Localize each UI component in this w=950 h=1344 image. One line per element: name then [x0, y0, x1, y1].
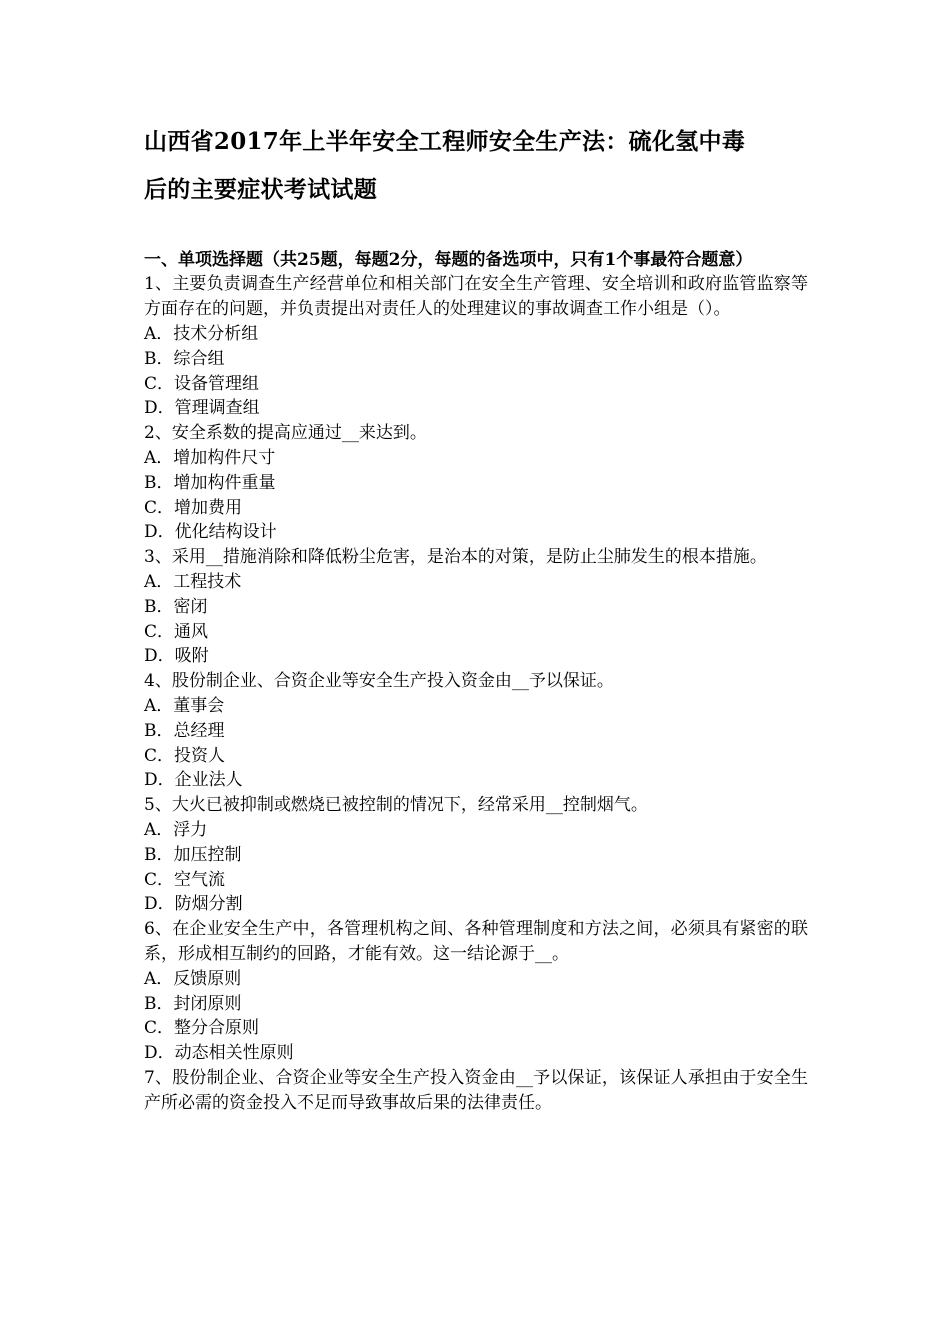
- question-2: [144, 421, 808, 545]
- option-b: B．综合组: [144, 348, 225, 369]
- option-b: B．加压控制: [144, 844, 242, 865]
- option-c: C．空气流: [144, 869, 226, 890]
- option-d: D．防烟分割: [144, 894, 243, 915]
- option-d: D．动态相关性原则: [144, 1043, 294, 1064]
- option-b: B．封闭原则: [144, 993, 242, 1014]
- question-text: 4、股份制企业、合资企业等安全生产投入资金由__予以保证。: [144, 671, 614, 692]
- question-list: [144, 272, 808, 1115]
- page-title: [144, 118, 808, 214]
- title-line-1: 山西省2017年上半年安全工程师安全生产法：硫化氢中毒: [144, 128, 746, 155]
- option-c: C．整分合原则: [144, 1018, 260, 1039]
- question-text: 6、在企业安全生产中，各管理机构之间、各种管理制度和方法之间，必须具有紧密的联系，形成相互制约的回路，才能有效。这一结论源于__。: [144, 919, 808, 964]
- option-c: C．增加费用: [144, 497, 243, 518]
- option-a: A．技术分析组: [144, 324, 259, 344]
- option-a: A．工程技术: [144, 571, 242, 592]
- question-text: 7、股份制企业、合资企业等安全生产投入资金由__予以保证，该保证人承担由于安全生产所必需的资金投入不足而导致事故后果的法律责任。: [144, 1067, 808, 1113]
- question-3: [144, 545, 808, 669]
- question-4: [144, 669, 808, 793]
- option-b: B．总经理: [144, 720, 225, 741]
- option-d: D．企业法人: [144, 770, 243, 791]
- option-b: B．增加构件重量: [144, 472, 276, 493]
- question-6: [144, 917, 808, 1066]
- option-a: A．董事会: [144, 695, 225, 716]
- document-page: [144, 118, 808, 1116]
- option-b: B．密闭: [144, 596, 208, 617]
- question-text: 5、大火已被抑制或燃烧已被控制的情况下，经常采用__控制烟气。: [144, 795, 648, 816]
- section-heading: 一、单项选择题（共25题，每题2分，每题的备选项中，只有1个事最符合题意）: [144, 250, 753, 270]
- question-1: [144, 272, 808, 421]
- question-text: 2、安全系数的提高应通过__来达到。: [144, 423, 427, 444]
- option-c: C．通风: [144, 621, 209, 642]
- option-c: C．投资人: [144, 745, 226, 766]
- option-d: D．优化结构设计: [144, 522, 277, 543]
- option-a: A．增加构件尺寸: [144, 447, 276, 468]
- question-5: [144, 793, 808, 917]
- option-a: A．反馈原则: [144, 968, 242, 989]
- question-text: 1、主要负责调查生产经营单位和相关部门在安全生产管理、安全培训和政府监管监察等方面存在的问题，并负责提出对责任人的处理建议的事故调查工作小组是（）。: [144, 274, 808, 320]
- option-d: D．吸附: [144, 646, 209, 667]
- title-line-2: 后的主要症状考试试题: [144, 176, 377, 203]
- option-d: D．管理调查组: [144, 398, 260, 419]
- option-c: C．设备管理组: [144, 373, 260, 394]
- option-a: A．浮力: [144, 819, 208, 840]
- question-7: [144, 1066, 808, 1116]
- question-text: 3、采用__措施消除和降低粉尘危害，是治本的对策，是防止尘肺发生的根本措施。: [144, 547, 767, 568]
